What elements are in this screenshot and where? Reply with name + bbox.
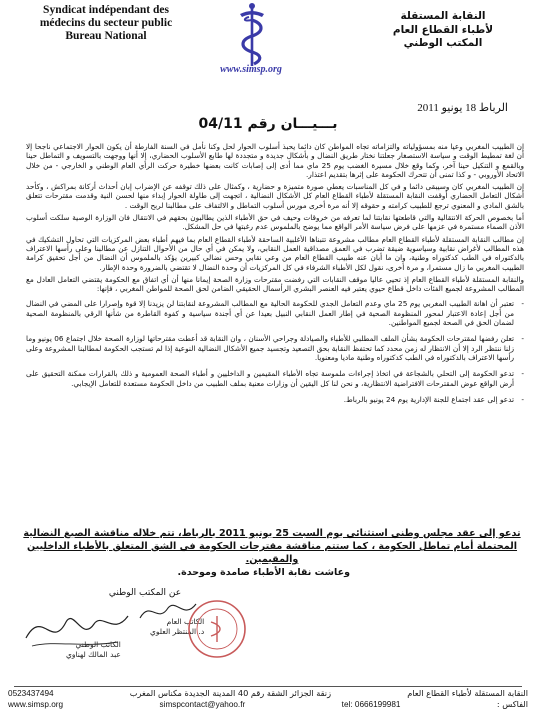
footer-tel: [342, 699, 401, 710]
paragraph: إن الطبيب المغربي كان وسيبقى دائما و في كل المناسبات يعطي صورة متميزة و حضارية ، وكمثال على ذلك توقفه عن الإضراب إبان أحداث أركانة بمراكش ، وكأحد أشكال التعامل الحضاري أوقفت النقابة المستقلة لأطباء القطاع العام كل الأشكال النضالية ، اتجهت إلى طاولة الحوار إبداء منها لحسن النية وقدمت مقترحات تتعلق بالشق المادي و المعنوي ترجع للطبيب كرامته و حقوقه إلا أنه مرة أخرى مورس أسلوب التماطل و الالتفاف على مطالبنا لربح الوقت .: [26, 182, 524, 210]
footer-address: زنقة الجزائر الشقة رقم 40 المدينة الجديدة مكناس المغرب: [129, 688, 332, 698]
header-fr-line1: Syndicat indépendant des: [43, 4, 169, 16]
footer-row-1: [8, 688, 528, 699]
document-date: الرباط 18 يونيو 2011: [417, 102, 508, 114]
header-fr-line3: Bureau National: [65, 30, 147, 42]
footer: [8, 688, 528, 710]
footer-org-name: النقابة المستقلة لأطباء القطاع العام: [407, 688, 528, 698]
list-item: - تعلن رفضها لمقترحات الحكومة بشأن الملف المطلبي للأطباء والصيادلة وجراحي الأسنان ، وان النقابة قد أعطت مقترحاتها لوزارة الصحة خلال اجتماع 06 يونيو وما زلنا ننتظر الرد إلا أن الانتظار له زمن محدد كما تحتفظ النقابة بحق التصعيد وتجسيد جميع الأشكال النضالية النوعية إذا لم تستجب الحكومة لمطالبنا المشروعة وعلى رأسها الاعتراف بالدكتوراه في الطب كدكتوراه وطنية ماديا ومعنويا.: [26, 334, 524, 362]
official-stamp-icon: [186, 598, 248, 660]
header-fr-line2: médecins du secteur public: [39, 17, 173, 29]
signature-left-title: الكاتب الوطني: [75, 640, 121, 649]
signature-left-name: عبد المالك لهناوي: [66, 650, 121, 659]
footer-website-link[interactable]: www.simsp.org: [8, 700, 64, 709]
logo-website-mark: www.simsp.org: [220, 64, 282, 75]
closing-slogan: وعاشت نقابة الأطباء صامدة وموحدة.: [177, 567, 350, 578]
call-to-action: تدعو إلى عقد مجلس وطني استثنائي يوم السبت 25 يونيو 2011 بالرباط، تتم خلاله مناقشة الصيغ النضالية المحتملة أمام تماطل الحكومة ، كما ستتم مناقشة مقترحات الحكومة في الشق المتعلق بالأطباء الداخليين والمقيمين.: [23, 528, 521, 565]
list-item: - تدعو إلى عقد اجتماع للجنة الإدارية يوم 24 يونيو بالرباط.: [26, 395, 524, 404]
header-ar-line1: النقابة المستقلة: [400, 10, 486, 22]
footer-divider: [14, 686, 522, 687]
document-title: بـــيـــان رقم 04/11: [198, 116, 338, 132]
footer-tel-number: 0666199981: [354, 700, 401, 709]
signed-by: عن المكتب الوطني: [108, 588, 182, 598]
header-ar-line2: لأطباء القطاع العام: [392, 23, 494, 36]
list-item: - تعتبر أن اهانة الطبيب المغربي يوم 25 ماي وعدم التعامل الجدي للحكومة الحالية مع المطالب المشروعة لنقابتنا لن يزيدنا إلا قوة وإصرارا على المضي في النضال من أجل إعادة الاعتبار لمحور المنظومة الصحية في إطار العمل النقابي النبيل بعيدا عن أي أجندة سياسية و كفوة القاطرة من شأنها الرقي بالمنظومة الصحية لضمان الحق في الصحة لجميع المواطنين.: [26, 299, 524, 327]
document-body: [26, 142, 524, 411]
signature-right-name: د. المنتظر العلوي: [150, 627, 205, 636]
footer-fax-label: الفاكس :: [496, 699, 528, 709]
signature-right-title: الكاتب العام: [166, 617, 205, 626]
footer-row-2: [8, 699, 528, 710]
header-french: [6, 4, 206, 43]
header-arabic: [358, 10, 528, 51]
paragraph: إن الطبيب المغربي وعيا منه بمسؤولياته والتزاماته تجاه المواطن كان دائما يحبذ أسلوب الحوار لحل وكنا نأمل في السنة الفارطة أن يكون الحوار الاجتماعي ناجحا إلا أن لغة تمطيط الوقت و سياسة الاستصغار جعلتنا نختار طريق النضال و بأشكال جديدة و متجددة لها طابع الأسلوب الحضاري، إلا أنها ووجهت بالتسويف و التماطل حينا وبالقمع و التنكيل حينا آخر، وكما وقع خلال مسيرة الغضب يوم 25 ماي مما أدى إلى إصابات كانت بعضها خطيرة حركت الرأي العام الوطني و الخارجي - من خلال الاتحاد الأوروبي - و كذا تمنى أن تتحرك الحكومة على إثرها بتقديم اعتذار.: [26, 142, 525, 179]
paragraph: أما بخصوص الحركة الانتقالية والتي قاطعتها نقابتنا لما تعرفه من خروقات وحيف في حق الأطباء الذين يطالبون بحقهم في الانتقال فان الوزارة الوصية سلكت أسلوب الأذن الصماء مستمرة في عزمها على فرض سياسة الأمر الواقع مما يوضح بالملموس عدم رغبتها في حل المشكل.: [26, 213, 524, 232]
header-ar-line3: المكتب الوطني: [403, 37, 483, 49]
footer-email-link[interactable]: simspcontact@yahoo.fr: [159, 700, 246, 709]
resolutions-list: [26, 299, 524, 404]
list-item: - تدعو الحكومة إلى التحلي بالشجاعة في اتخاذ إجراءات ملموسة تجاه الأطباء المقيمين و الداخليين و أطباء الصحة العمومية و ذلك بالقرارات ممكنة التحقيق على أرض الواقع عوض المقترحات الافتراضية الانتظارية، و نحن لنا كل اليقين أن وزارات معنية بملف الطبيب من داخل الحكومة مستعدة للتعامل الإيجابي.: [26, 369, 524, 388]
paragraph: والنقابة المستقلة لأطباء القطاع العام إذ تحيي عاليا موقف النقابات التي رفضت مقترحات وزارة الصحة إيمانا منها أن أي اتفاق مع الحكومة يقتضي التعامل العادل مع المطالب المشروعة لجميع الفئات داخل قطاع حيوي يعتبر فيه العنصر البشري الرأسمال الحقيقي الضامن لحق الصحة للمواطن المغربي ، فإنها:: [26, 274, 524, 294]
footer-tel-label: tel:: [341, 700, 353, 709]
signature-scribble-icon: [22, 602, 132, 654]
paragraph: إن مطالب النقابة المستقلة لأطباء القطاع العام مطالب مشروعة تتبناها الأغلبية الساحقة لأطباء القطاع العام بما فيهم أطباء بعض المركزيات التي تحاول التشكيك في هذه المطالب لأغراض نقابية وسياسوية ضيقة تضرب في العمق مصداقية العمل النقابي، ولا يمكن في أي حال من الأحوال التنازل عن مطالبنا وعلى رأسها الاعتراف بالدكتوراه في الطب كدكتوراه وطنية، وان ما أبان عنه طبيب القطاع العام من وعي نقابي وحس نضالي كبيرين يؤكد بالملموس أن النضال من أجل تحقيق كرامة الطبيب المغربي ما زال مستمرا، و مرة أخرى، نقول لكل الأطباء الشرفاء في كل المركزيات أن وحدة النضال لا تقتضي بالضرورة وحدة الإطار.: [26, 234, 524, 272]
footer-phone: 0523437494: [8, 689, 54, 698]
